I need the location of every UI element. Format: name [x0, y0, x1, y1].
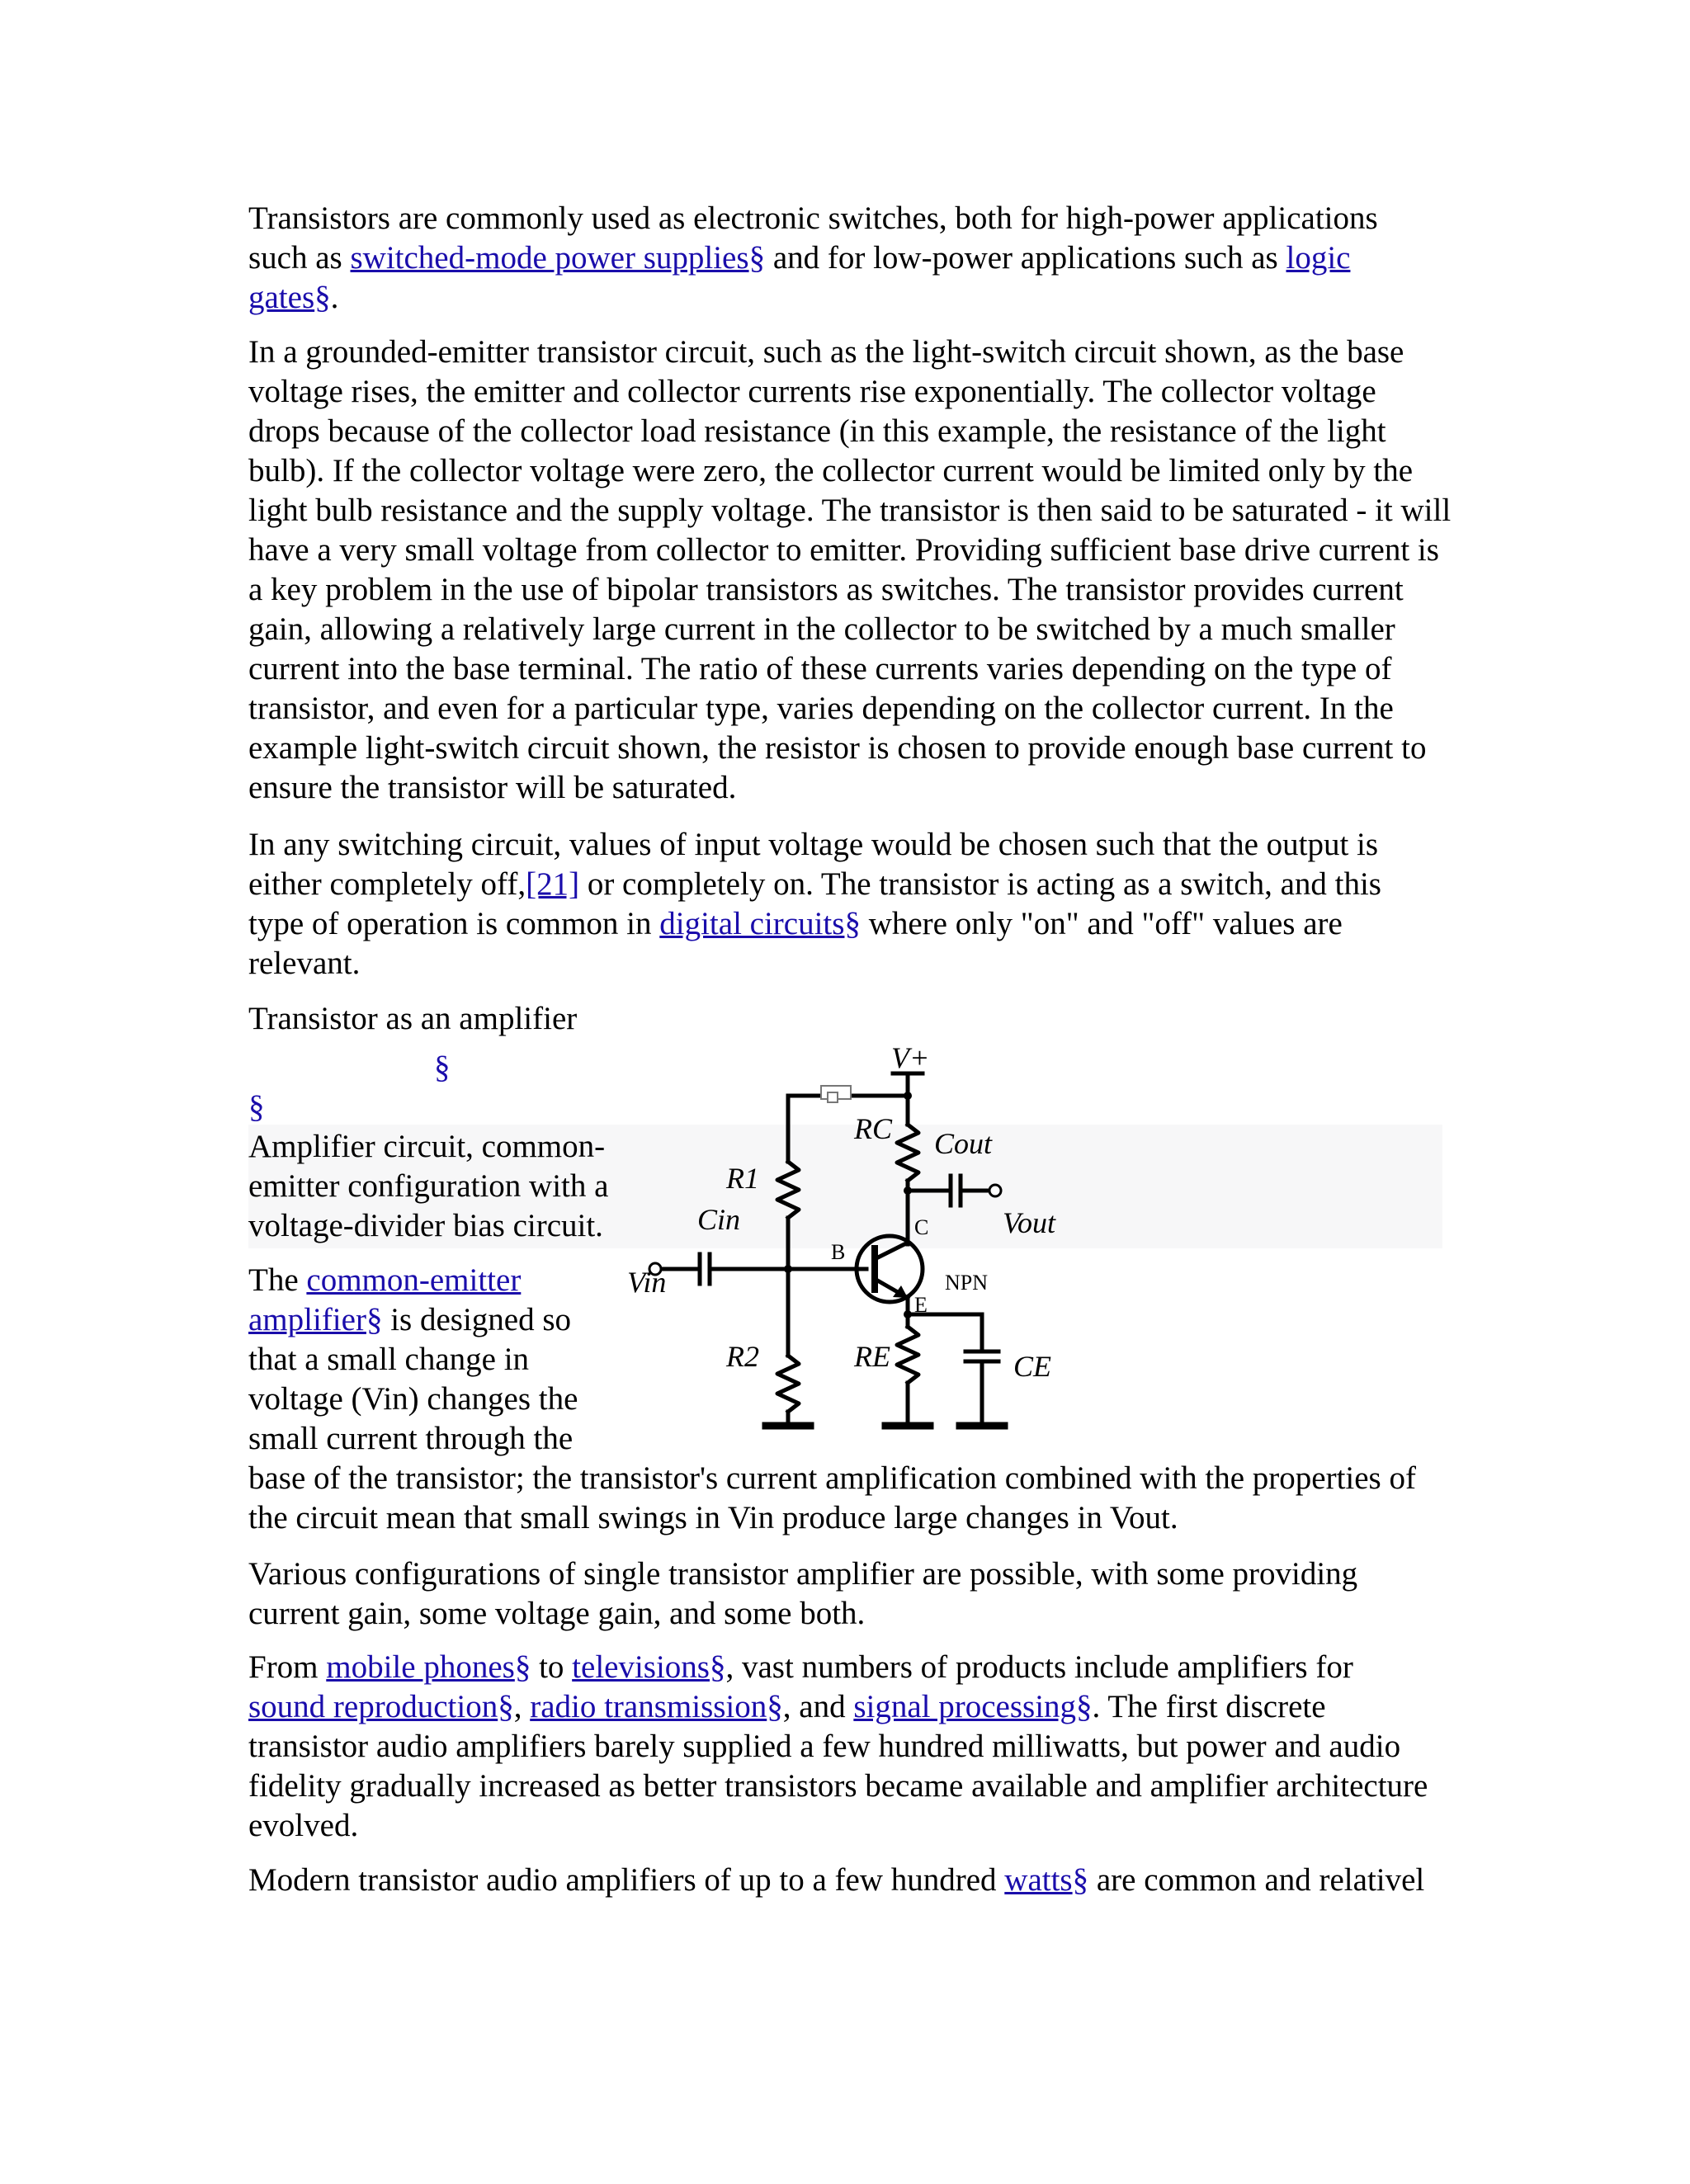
label-ce: CE	[1013, 1350, 1052, 1383]
section-link-icon[interactable]: §	[748, 240, 766, 276]
section-link-icon[interactable]: §	[314, 280, 331, 315]
r2-resistor	[777, 1356, 799, 1412]
paragraph-products: From mobile phones§ to televisions§, vast numbers of products include amplifiers for sound reproduction§, radio transmission§, and signal processing§. The first discrete transistor audio amplifiers barely supplied a few hundred milliwatts, but power and audio fidelity gradually increased as better transistors became available and amplifier architecture evolved.	[248, 1649, 1428, 1843]
link-radio-transmission[interactable]: radio transmission	[530, 1689, 767, 1724]
edit-marker-icon-inner	[828, 1092, 838, 1102]
section-link-icon[interactable]: §	[1076, 1689, 1093, 1724]
section-link-icon[interactable]: §	[844, 906, 861, 941]
re-resistor	[897, 1327, 918, 1383]
link-switched-mode-power-supplies[interactable]: switched-mode power supplies	[350, 240, 749, 276]
link-common-emitter-amplifier[interactable]: common-emitter amplifier	[248, 1262, 522, 1337]
link-televisions[interactable]: televisions	[572, 1649, 710, 1685]
link-sound-reproduction[interactable]: sound reproduction	[248, 1689, 498, 1724]
junction-top	[904, 1092, 912, 1100]
junction-emitter	[904, 1310, 912, 1318]
label-npn: NPN	[945, 1271, 989, 1295]
reference-21[interactable]: [21]	[526, 866, 580, 902]
label-node-e: E	[914, 1293, 928, 1317]
link-mobile-phones[interactable]: mobile phones	[326, 1649, 515, 1685]
vout-terminal	[989, 1185, 1001, 1196]
label-vout: Vout	[1003, 1206, 1056, 1239]
section-link-icon[interactable]: §	[366, 1302, 383, 1337]
label-node-c: C	[914, 1215, 929, 1239]
section-link-icon[interactable]: §	[498, 1689, 514, 1724]
section-link-icon[interactable]: §	[1072, 1862, 1089, 1898]
label-re: RE	[854, 1340, 890, 1373]
label-rc: RC	[854, 1112, 893, 1145]
section-link-icon[interactable]: §	[767, 1689, 783, 1724]
paragraph-switching-circuit: In any switching circuit, values of input voltage would be chosen such that the output is either completely off,[21] or completely on. The transistor is acting as a switch, and this type of operation is common in digital circuits§ where only "on" and "off" values are relevant.	[248, 827, 1381, 981]
label-cout: Cout	[934, 1127, 993, 1160]
label-node-b: B	[831, 1240, 846, 1264]
junction-base	[784, 1265, 792, 1273]
section-link-icon[interactable]: §	[710, 1649, 726, 1685]
junction-collector	[904, 1186, 912, 1195]
r1-resistor	[777, 1162, 799, 1218]
label-cin: Cin	[697, 1203, 741, 1236]
section-heading: Transistor as an amplifier	[248, 1001, 578, 1036]
section-link-icon[interactable]: §	[514, 1649, 531, 1685]
link-logic-gates[interactable]: logic gates	[248, 240, 1351, 315]
paragraph-modern-amplifiers: Modern transistor audio amplifiers of up to a few hundred watts§ are common and relativel	[248, 1862, 1425, 1898]
label-r2: R2	[726, 1340, 759, 1373]
figure-caption: Amplifier circuit, common-emitter configuration with a voltage-divider bias circuit.	[248, 1129, 609, 1243]
label-v-plus: V+	[891, 1041, 930, 1074]
link-digital-circuits[interactable]: digital circuits	[659, 906, 845, 941]
paragraph-common-emitter-a: The common-emitter amplifier§ is designed so that a small change in voltage (Vin) changes the small current through the	[248, 1262, 578, 1456]
label-vin: Vin	[627, 1266, 667, 1299]
paragraph-configurations: Various configurations of single transistor amplifier are possible, with some providing current gain, some voltage gain, and some both.	[248, 1556, 1358, 1631]
link-signal-processing[interactable]: signal processing	[853, 1689, 1077, 1724]
link-watts[interactable]: watts	[1004, 1862, 1073, 1898]
paragraph-grounded-emitter: In a grounded-emitter transistor circuit, such as the light-switch circuit shown, as the base voltage rises, the emitter and collector currents rise exponentially. The collector voltage drops because of the collector load resistance (in this example, the resistance of the light bulb). If the collector voltage were zero, the collector current would be limited only by the light bulb resistance and the supply voltage. The transistor is then said to be saturated - it will have a very small voltage from collector to emitter. Providing sufficient base drive current is a key problem in the use of bipolar transistors as switches. The transistor provides current gain, allowing a relatively large current in the collector to be switched by a much smaller current into the base terminal. The ratio of these currents varies depending on the type of transistor, and even for a particular type, varies depending on the collector current. In the example light-switch circuit shown, the resistor is chosen to provide enough base current to ensure the transistor will be saturated.	[248, 334, 1452, 805]
section-link-icon[interactable]: §	[248, 1089, 265, 1125]
paragraph-switch-intro: Transistors are commonly used as electronic switches, both for high-power applications such as switched-mode power supplies§ and for low-power applications such as logic gates§.	[248, 200, 1378, 315]
label-r1: R1	[726, 1162, 759, 1195]
rc-resistor	[897, 1125, 918, 1181]
transistor-collector-lead	[875, 1243, 908, 1259]
section-link-icon[interactable]: §	[434, 1050, 451, 1085]
paragraph-common-emitter-b: base of the transistor; the transistor's current amplification combined with the properties of the circuit mean that small swings in Vin produce large changes in Vout.	[248, 1460, 1416, 1535]
amplifier-circuit-diagram	[627, 1038, 1073, 1438]
